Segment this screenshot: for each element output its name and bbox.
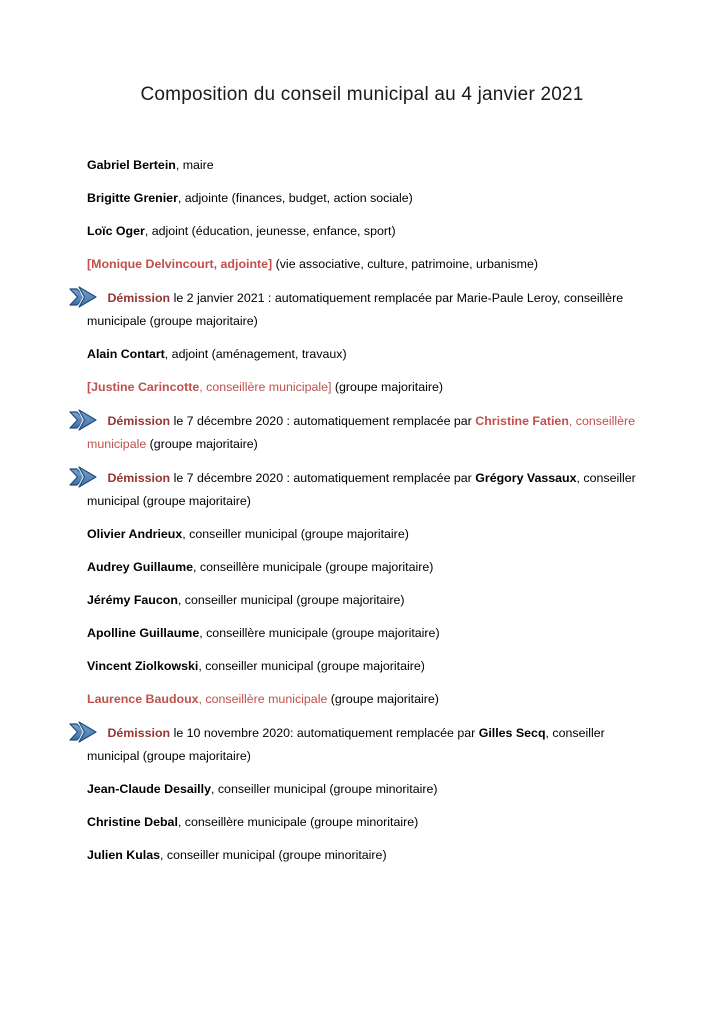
text-segment: Julien Kulas xyxy=(87,848,160,862)
text-segment: le 7 décembre 2020 : automatiquement remplacée par xyxy=(170,471,476,485)
paragraph-demission xyxy=(87,286,637,333)
paragraph-demission xyxy=(87,466,637,513)
text-segment: Apolline Guillaume xyxy=(87,626,200,640)
text-segment: le 7 décembre 2020 : automatiquement remplacée par xyxy=(170,414,476,428)
text-segment: Démission xyxy=(107,726,171,740)
demission-arrow-icon xyxy=(68,466,98,488)
document-title: Composition du conseil municipal au 4 janvier 2021 xyxy=(140,84,584,105)
text-segment: Grégory Vassaux xyxy=(475,471,577,485)
text-segment: , conseillère municipale] xyxy=(199,380,332,394)
paragraph-member xyxy=(87,154,637,177)
text-segment: Vincent Ziolkowski xyxy=(87,659,199,673)
text-segment: , adjoint (aménagement, travaux) xyxy=(164,347,347,361)
paragraph-member xyxy=(87,811,637,834)
text-segment: Jérémy Faucon xyxy=(87,593,178,607)
text-segment: Démission xyxy=(107,291,171,305)
paragraph-member xyxy=(87,220,637,243)
paragraph-member xyxy=(87,622,637,645)
document-body xyxy=(87,154,637,867)
text-segment: (groupe majoritaire) xyxy=(146,437,258,451)
text-segment: le 2 janvier 2021 : automatiquement remplacée par Marie-Paule Leroy, conseillère municipale (groupe majoritaire) xyxy=(87,291,624,328)
text-segment: Loïc Oger xyxy=(87,224,145,238)
demission-arrow-icon xyxy=(68,286,98,308)
text-segment: , conseiller municipal (groupe majoritaire) xyxy=(182,527,409,541)
paragraph-member xyxy=(87,778,637,801)
text-segment: (vie associative, culture, patrimoine, urbanisme) xyxy=(272,257,538,271)
text-segment: Olivier Andrieux xyxy=(87,527,183,541)
text-segment: (groupe majoritaire) xyxy=(327,692,439,706)
text-segment: , adjoint (éducation, jeunesse, enfance, sport) xyxy=(144,224,396,238)
text-segment: , conseillère municipale xyxy=(198,692,328,706)
text-segment: Christine Debal xyxy=(87,815,178,829)
text-segment: Démission xyxy=(107,414,171,428)
text-segment: Laurence Baudoux xyxy=(87,692,199,706)
demission-arrow-icon xyxy=(68,409,98,431)
text-segment: le 10 novembre 2020: automatiquement remplacée par xyxy=(170,726,479,740)
text-segment: , conseiller municipal (groupe majoritaire) xyxy=(177,593,405,607)
text-segment: [Justine Carincotte xyxy=(87,380,200,394)
text-segment: Gilles Secq xyxy=(478,726,546,740)
text-segment: Alain Contart xyxy=(87,347,165,361)
text-segment: Brigitte Grenier xyxy=(87,191,178,205)
text-segment: (groupe majoritaire) xyxy=(331,380,444,394)
demission-arrow-icon xyxy=(68,721,98,743)
text-segment: Gabriel Bertein xyxy=(87,158,176,172)
paragraph-member xyxy=(87,376,637,399)
text-segment: Audrey Guillaume xyxy=(87,560,194,574)
text-segment: Jean-Claude Desailly xyxy=(87,782,211,796)
text-segment: , conseiller municipal (groupe majoritaire) xyxy=(87,726,605,763)
paragraph-member xyxy=(87,688,637,711)
text-segment: , maire xyxy=(175,158,214,172)
text-segment: , conseillère municipale (groupe majoritaire) xyxy=(193,560,434,574)
paragraph-member xyxy=(87,589,637,612)
paragraph-member xyxy=(87,523,637,546)
paragraph-member xyxy=(87,187,637,210)
paragraph-member xyxy=(87,655,637,678)
text-segment: , conseillère municipale (groupe majoritaire) xyxy=(199,626,440,640)
text-segment: , conseillère municipale xyxy=(87,414,636,451)
text-segment: , adjointe (finances, budget, action sociale) xyxy=(177,191,413,205)
text-segment: , conseiller municipal (groupe majoritaire) xyxy=(198,659,425,673)
text-segment: , conseiller municipal (groupe majoritaire) xyxy=(87,471,636,508)
text-segment: , conseillère municipale (groupe minoritaire) xyxy=(177,815,419,829)
paragraph-member xyxy=(87,844,637,867)
paragraph-member xyxy=(87,343,637,366)
text-segment: , conseiller municipal (groupe minoritaire) xyxy=(160,848,387,862)
text-segment: Démission xyxy=(107,471,171,485)
text-segment: Christine Fatien xyxy=(475,414,569,428)
text-segment: [Monique Delvincourt, adjointe] xyxy=(87,257,273,271)
paragraph-demission xyxy=(87,409,637,456)
paragraph-demission xyxy=(87,721,637,768)
paragraph-member xyxy=(87,556,637,579)
paragraph-member xyxy=(87,253,637,276)
text-segment: , conseiller municipal (groupe minoritaire) xyxy=(210,782,438,796)
